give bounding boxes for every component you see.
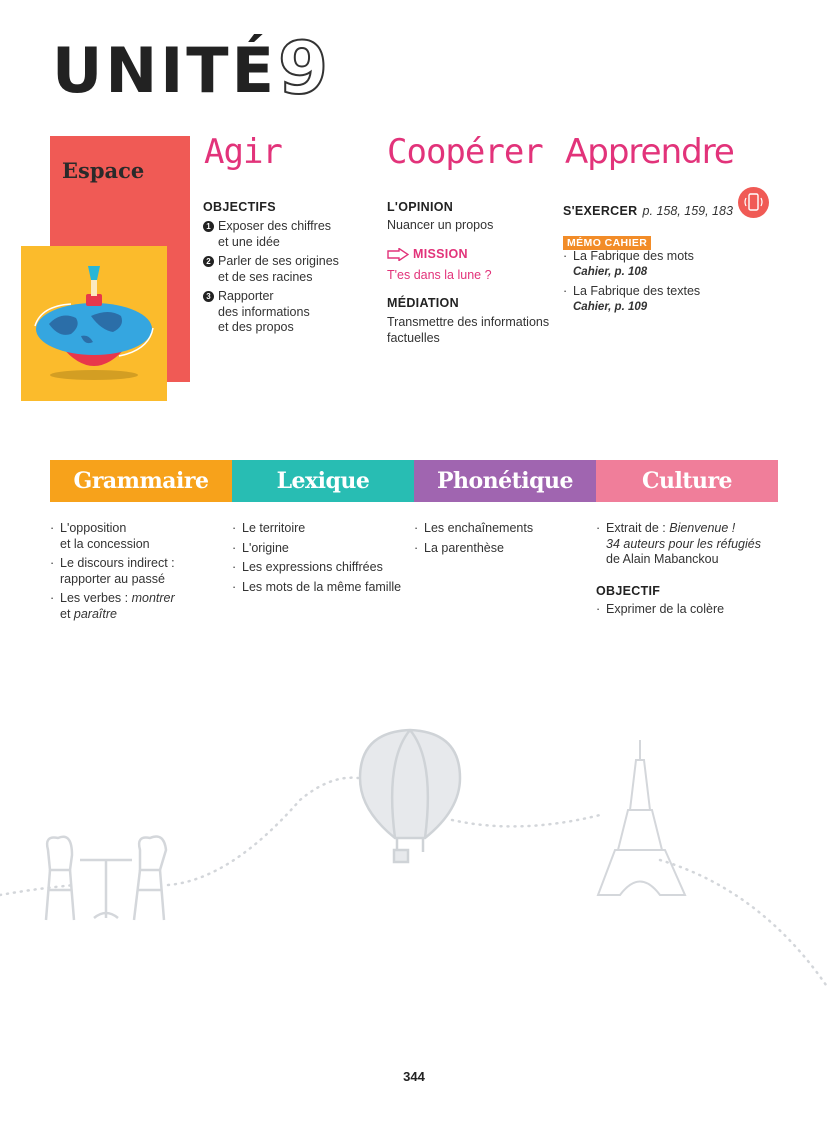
extract-author: de Alain Mabanckou (606, 552, 719, 566)
objective-item (203, 254, 378, 285)
list-item: · Extrait de : Bienvenue ! 34 auteurs pour les réfugiés de Alain Mabanckou (596, 521, 761, 566)
objective-item (203, 289, 378, 336)
extract-prefix: Extrait de : (606, 521, 670, 535)
list-item: · La parenthèse (414, 540, 504, 555)
apprendre-title: Apprendre (565, 132, 734, 172)
eiffel-tower-icon (598, 740, 685, 895)
list-item: · Le territoire (232, 521, 306, 535)
extract-title: 34 auteurs pour les réfugiés (606, 536, 761, 551)
objective-number: 1 (203, 221, 214, 232)
theme-label: Espace (62, 158, 145, 183)
list-item: · L'opposition et la concession (50, 521, 150, 551)
list-item: · Les verbes : montrer et paraître (50, 591, 175, 621)
memo-item-ref: Cahier, p. 108 (573, 265, 648, 278)
objective-line: Rapporter (218, 289, 274, 303)
objective-line: et de ses racines (218, 269, 313, 284)
mediation-header: MÉDIATION (387, 296, 459, 310)
extract-title: Bienvenue ! (669, 521, 736, 535)
memo-item: · La Fabrique des mots Cahier, p. 108 (563, 249, 748, 280)
exercer-line (563, 200, 733, 220)
spinning-top-icon (21, 246, 167, 401)
list-item-line: Le discours indirect : (60, 556, 175, 570)
arrow-right-icon (387, 248, 409, 261)
memo-list (563, 249, 748, 319)
list-item-line: rapporter au passé (60, 571, 165, 586)
list-item-text: Les verbes : (60, 591, 132, 605)
list-item-term: paraître (73, 606, 117, 621)
culture-list (596, 521, 776, 572)
list-item-text: et (60, 606, 74, 621)
mobile-app-icon (738, 187, 769, 218)
category-culture: Culture (596, 460, 778, 502)
memo-item-label: La Fabrique des mots (573, 249, 694, 263)
memo-item: · La Fabrique des textes Cahier, p. 109 (563, 284, 748, 315)
list-item-line: L'opposition (60, 521, 127, 535)
list-item: · Les mots de la même famille (232, 579, 402, 594)
hot-air-balloon-icon (360, 730, 460, 862)
culture-objective-text: Exprimer de la colère (606, 602, 725, 616)
agir-title: Agir (204, 132, 282, 172)
list-item: · Les expressions chiffrées (232, 560, 383, 574)
mediation-line: factuelles (387, 330, 440, 345)
mission-text: T'es dans la lune ? (387, 268, 492, 282)
mission-heading (387, 247, 468, 261)
memo-item-label: La Fabrique des textes (573, 284, 701, 298)
objective-item (203, 219, 378, 250)
category-lexique: Lexique (232, 460, 414, 502)
cooperer-title: Coopérer (387, 132, 543, 172)
mission-header: MISSION (413, 247, 468, 261)
mediation-line: Transmettre des informations (387, 315, 550, 329)
culture-objective-header: OBJECTIF (596, 584, 661, 598)
objective-line: et une idée (218, 234, 280, 249)
cafe-table-icon (46, 837, 166, 921)
objective-line: Exposer des chiffres (218, 219, 332, 233)
list-item-line: et la concession (60, 536, 150, 551)
grammaire-list (50, 521, 228, 626)
objectives-list (203, 219, 378, 340)
opinion-text: Nuancer un propos (387, 218, 494, 232)
objective-line: et des propos (218, 320, 294, 334)
page-number: 344 (403, 1069, 425, 1084)
exercer-pages: p. 158, 159, 183 (642, 204, 733, 218)
phonetique-list (414, 521, 594, 560)
opinion-header: L'OPINION (387, 200, 454, 214)
list-item-term: montrer (131, 591, 175, 605)
category-grammaire: Grammaire (50, 460, 232, 502)
category-phonetique: Phonétique (414, 460, 596, 502)
objective-line: Parler de ses origines (218, 254, 339, 268)
paris-decoration (0, 720, 828, 990)
objective-number: 2 (203, 256, 214, 267)
unit-title: UNITÉ (52, 34, 277, 107)
memo-badge: MÉMO CAHIER (563, 231, 651, 250)
mediation-text (387, 315, 549, 346)
unit-number: 9 (278, 26, 329, 110)
objective-line: des informations (218, 304, 310, 319)
memo-item-ref: Cahier, p. 109 (573, 300, 648, 313)
list-item: · Le discours indirect : rapporter au passé (50, 556, 175, 586)
lexique-list (232, 521, 414, 599)
objectives-header: OBJECTIFS (203, 200, 276, 214)
list-item: · Les enchaînements (414, 521, 534, 535)
list-item: · L'origine (232, 540, 289, 555)
culture-objective: · Exprimer de la colère (596, 602, 725, 616)
spinning-top-illustration (21, 246, 167, 401)
exercer-header: S'EXERCER (563, 204, 638, 218)
objective-number: 3 (203, 291, 214, 302)
